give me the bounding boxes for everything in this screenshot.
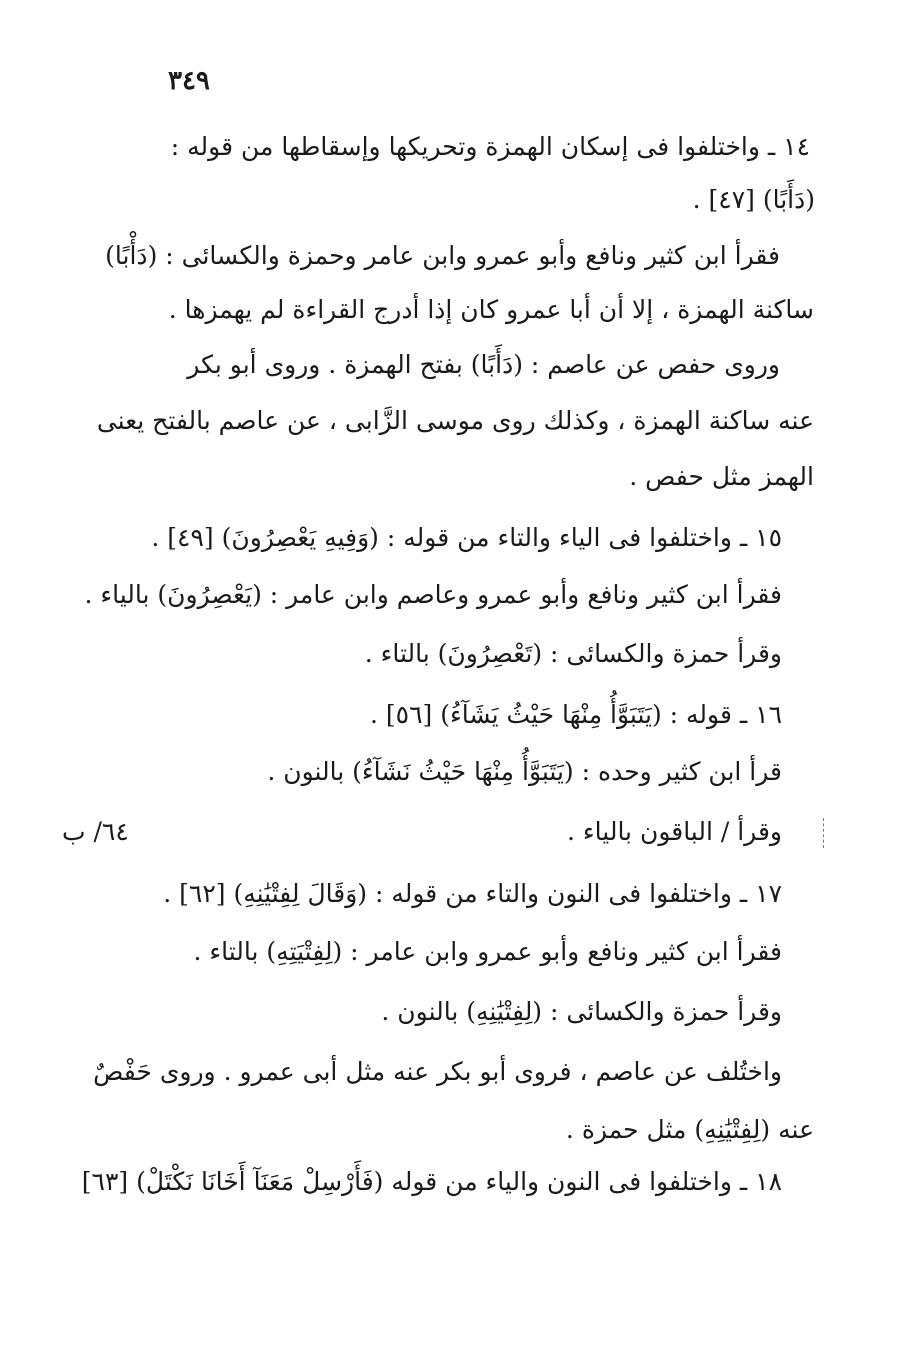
text-line: وروى حفص عن عاصم : (دَأَبًا) بفتح الهمزة . وروى أبو بكر xyxy=(187,350,780,379)
text-line: عنه ساكنة الهمزة ، وكذلك روى موسى الزَّابى ، عن عاصم بالفتح يعنى xyxy=(96,406,814,435)
text-line: فقرأ ابن كثير ونافع وأبو عمرو وعاصم وابن عامر : (يَعْصِرُونَ) بالياء . xyxy=(84,580,782,609)
text-line: ١٨ ـ واختلفوا فى النون والياء من قوله (فَأَرْسِلْ مَعَنَآ أَخَانَا نَكْتَلْ) [٦٣] xyxy=(81,1167,782,1196)
text-line: وقرأ حمزة والكسائى : (لِفِتْيَٰنِهِ) بالنون . xyxy=(381,997,782,1026)
text-line: ١٦ ـ قوله : (يَتَبَوَّأُ مِنْهَا حَيْثُ يَشَآءُ) [٥٦] . xyxy=(369,700,782,729)
text-line: فقرأ ابن كثير ونافع وأبو عمرو وابن عامر وحمزة والكسائى : (دَأْبًا) xyxy=(105,241,780,270)
text-line: فقرأ ابن كثير ونافع وأبو عمرو وابن عامر : (لِفِتْيَتِهِ) بالتاء . xyxy=(193,937,782,966)
margin-folio-reference: ٦٤/ ب xyxy=(62,817,129,846)
text-line: وقرأ / الباقون بالياء . xyxy=(567,817,782,846)
page-number: ٣٤٩ xyxy=(168,66,210,96)
text-line: قرأ ابن كثير وحده : (يَتَبَوَّأُ مِنْهَا حَيْثُ نَشَآءُ) بالنون . xyxy=(267,757,782,786)
text-line: وقرأ حمزة والكسائى : (تَعْصِرُونَ) بالتاء . xyxy=(364,639,782,668)
text-line: عنه (لِفِتْيَٰنِهِ) مثل حمزة . xyxy=(565,1115,814,1144)
text-line: واختُلف عن عاصم ، فروى أبو بكر عنه مثل أبى عمرو . وروى حَفْصٌ xyxy=(93,1057,782,1086)
text-line: ١٤ ـ واختلفوا فى إسكان الهمزة وتحريكها وإسقاطها من قوله : xyxy=(170,132,810,161)
text-line: (دَأَبًا) [٤٧] . xyxy=(692,185,815,214)
text-line: ١٥ ـ واختلفوا فى الياء والتاء من قوله : (وَفِيهِ يَعْصِرُونَ) [٤٩] . xyxy=(151,523,782,552)
text-line: ساكنة الهمزة ، إلا أن أبا عمرو كان إذا أدرج القراءة لم يهمزها . xyxy=(168,295,814,324)
text-line: ١٧ ـ واختلفوا فى النون والتاء من قوله : (وَقَالَ لِفِتْيَٰنِهِ) [٦٢] . xyxy=(163,879,782,908)
text-line: الهمز مثل حفص . xyxy=(629,462,814,491)
margin-line-marker xyxy=(823,818,824,848)
